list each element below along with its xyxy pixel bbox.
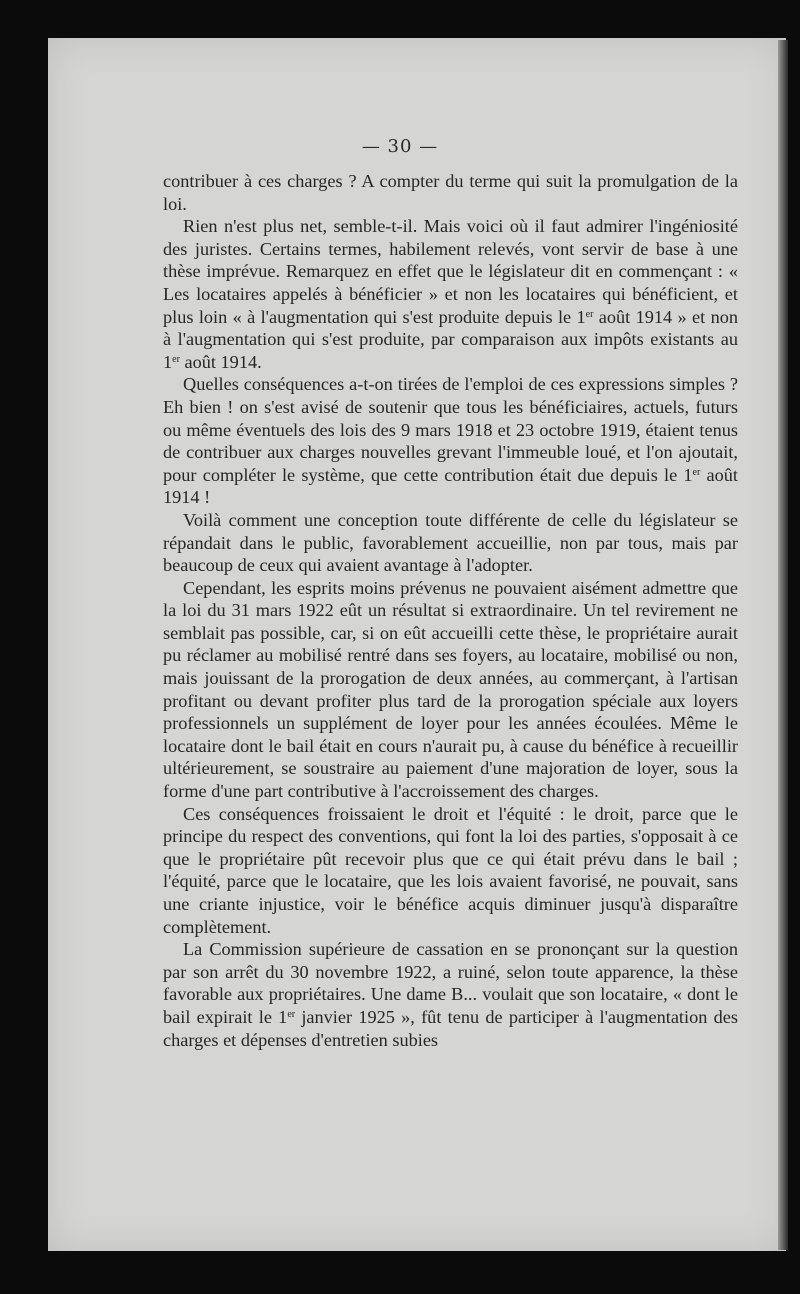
paragraph bbox=[163, 509, 738, 577]
paragraph bbox=[163, 170, 738, 215]
text-run: La Commission supérieure de cassation en se prononçant sur la question par son arrêt du 30 novembre 1922, a ruiné, selon toute apparence, la thèse favorable aux propriétaires. Une dame B... voulait que son locataire, « dont le bail expirait le 1 bbox=[163, 939, 738, 1027]
text-run: Voilà comment une conception toute différente de celle du législateur se répandait dans le public, favorablement accueillie, non par tous, mais par beaucoup de ceux qui avaient avantage à l'adopter. bbox=[163, 509, 738, 576]
text-run: contribuer à ces charges ? A compter du terme qui suit la promulgation de la loi. bbox=[163, 171, 738, 214]
text-run: Quelles conséquences a-t-on tirées de l'emploi de ces expressions simples ? Eh bien ! on s'est avisé de soutenir que tous les bénéficiaires, actuels, futurs ou même éventuels des lois des 9 mars 1918 et 23 octobre 1919, étaient tenus de contribuer aux charges nouvelles grevant l'immeuble loué, et l'on ajoutait, pour compléter le système, que cette contribution était due depuis le 1 bbox=[163, 374, 738, 485]
page-edge-shadow bbox=[778, 40, 788, 1250]
text-run: Ces conséquences froissaient le droit et l'équité : le droit, parce que le principe du respect des conventions, qui font la loi des parties, s'opposait à ce que le propriétaire pût recevoir plus que ce qui était prévu dans le bail ; l'équité, parce que le locataire, que les lois avaient favorisé, ne pouvait, sans une criante injustice, voir le bénéfice acquis diminuer jusqu'à disparaître complètement. bbox=[163, 803, 738, 937]
paragraph bbox=[163, 803, 738, 939]
text-run: janvier 1925 », fût tenu de participer à l'augmentation des charges et dépenses d'entretien subies bbox=[163, 1006, 738, 1050]
paragraph bbox=[163, 938, 738, 1051]
text-run: août 1914 » et non à l'augmentation qui s'est produite, par comparaison aux impôts existants au 1 bbox=[163, 306, 738, 372]
superscript-ordinal: er bbox=[172, 353, 180, 365]
paragraph bbox=[163, 215, 738, 373]
text-run: Cependant, les esprits moins prévenus ne pouvaient aisément admettre que la loi du 31 mars 1922 eût un résultat si extraordinaire. Un tel revirement ne semblait pas possible, car, si on eût accueilli cette thèse, le propriétaire aurait pu réclamer au mobilisé rentré dans ses foyers, au locataire, mobilisé ou non, mais jouissant de la prorogation de deux années, au commerçant, à l'artisan profitant ou devant profiter plus tard de la prorogation spéciale aux loyers professionnels un supplément de loyer pour les années écoulées. Même le locataire dont le bail était en cours n'aurait pu, à cause du bénéfice à recueillir ultérieurement, se soustraire au paiement d'une majoration de loyer, sous la forme d'une part contributive à l'accroissement des charges. bbox=[163, 577, 738, 802]
text-run: août 1914 ! bbox=[163, 464, 738, 508]
superscript-ordinal: er bbox=[692, 466, 701, 478]
text-run: août 1914. bbox=[179, 351, 262, 372]
paragraph bbox=[163, 373, 738, 509]
superscript-ordinal: er bbox=[287, 1008, 296, 1020]
text-run: Rien n'est plus net, semble-t-il. Mais voici où il faut admirer l'ingéniosité des juristes. Certains termes, habilement relevés, vont servir de base à une thèse imprévue. Remarquez en effet que le législateur dit en commençant : « Les locataires appelés à bénéficier » et non les locataires qui bénéficient, et plus loin « à l'augmentation qui s'est produite depuis le 1 bbox=[163, 216, 738, 327]
page-number: — 30 — bbox=[361, 136, 439, 157]
body-text bbox=[163, 170, 738, 1051]
paragraph bbox=[163, 577, 738, 803]
superscript-ordinal: er bbox=[585, 308, 594, 320]
